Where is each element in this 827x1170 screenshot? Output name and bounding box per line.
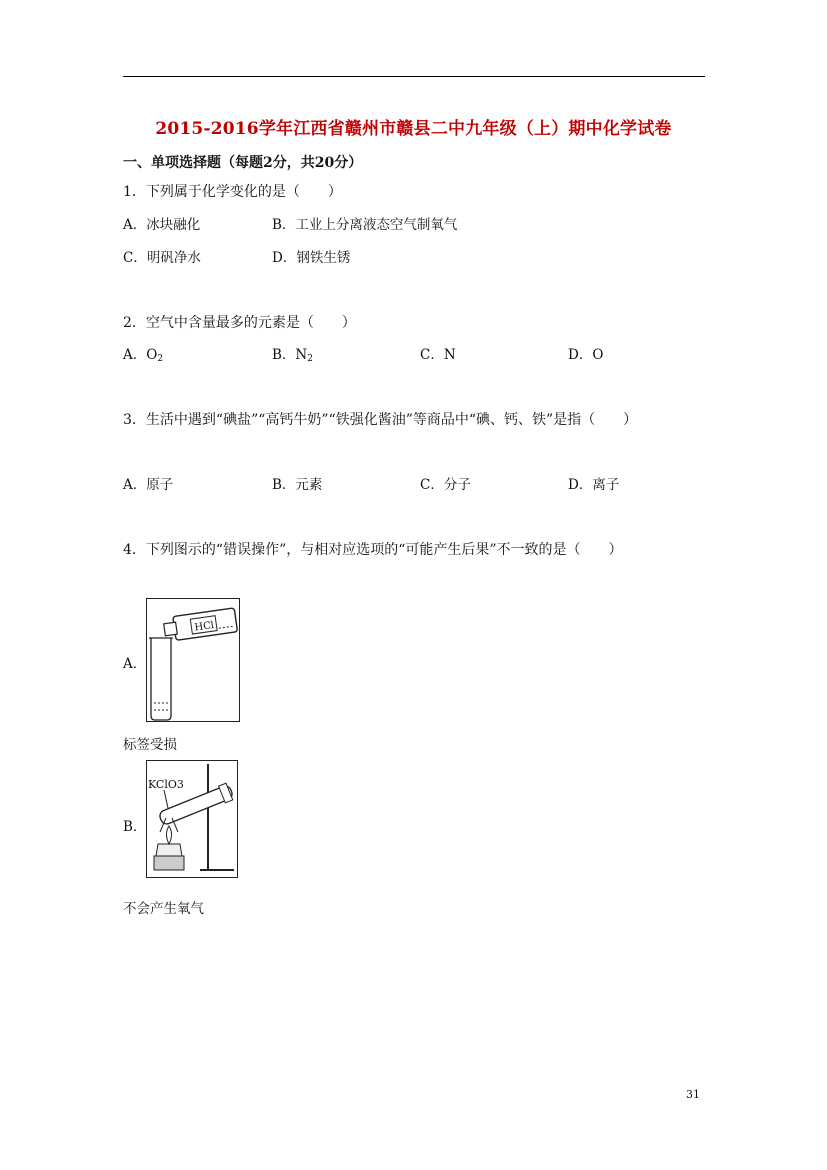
question-2-option-c: C．N: [420, 347, 456, 363]
question-3-stem: 3．生活中遇到“碘盐”“高钙牛奶”“铁强化酱油”等商品中“碘、钙、铁”是指（ ）: [123, 412, 638, 428]
figure-b-caption: 不会产生氧气: [123, 901, 204, 917]
question-2-option-a: A．$O_2$: [123, 347, 164, 364]
figure-a-label: A．: [123, 656, 147, 672]
question-1-option-c: C．明矾净水: [123, 250, 201, 266]
header-rule: [123, 76, 705, 77]
question-3-option-c: C．分子: [420, 477, 471, 493]
question-2-option-d: D．O: [568, 347, 604, 363]
question-1-stem: 1．下列属于化学变化的是（ ）: [123, 184, 342, 200]
question-1-option-b: B．工业上分离液态空气制氧气: [272, 217, 458, 233]
question-2-stem: 2．空气中含量最多的元素是（ ）: [123, 315, 356, 331]
question-3-option-a: A．原子: [123, 477, 174, 493]
pouring-hcl-figure: [146, 598, 240, 722]
hcl-label-text: HCl: [193, 619, 215, 634]
question-3-option-d: D．离子: [568, 477, 620, 493]
question-2-option-b: B．$N_2$: [272, 347, 313, 364]
question-1-option-d: D．钢铁生锈: [272, 250, 351, 266]
question-1-option-a: A．冰块融化: [123, 217, 201, 233]
page-number: 31: [686, 1088, 700, 1101]
section-heading: 一、单项选择题（每题2分，共20分）: [123, 155, 363, 171]
figure-a-caption: 标签受损: [123, 737, 177, 753]
figure-b-label: B．: [123, 819, 147, 835]
question-3-option-b: B．元素: [272, 477, 323, 493]
question-4-stem: 4．下列图示的“错误操作”，与相对应选项的“可能产生后果”不一致的是（ ）: [123, 542, 623, 558]
heating-kclo3-figure: [146, 760, 238, 878]
page-title: 2015-2016学年江西省赣州市赣县二中九年级（上）期中化学试卷: [155, 119, 672, 139]
kclo3-label-text: KClO3: [148, 778, 184, 791]
